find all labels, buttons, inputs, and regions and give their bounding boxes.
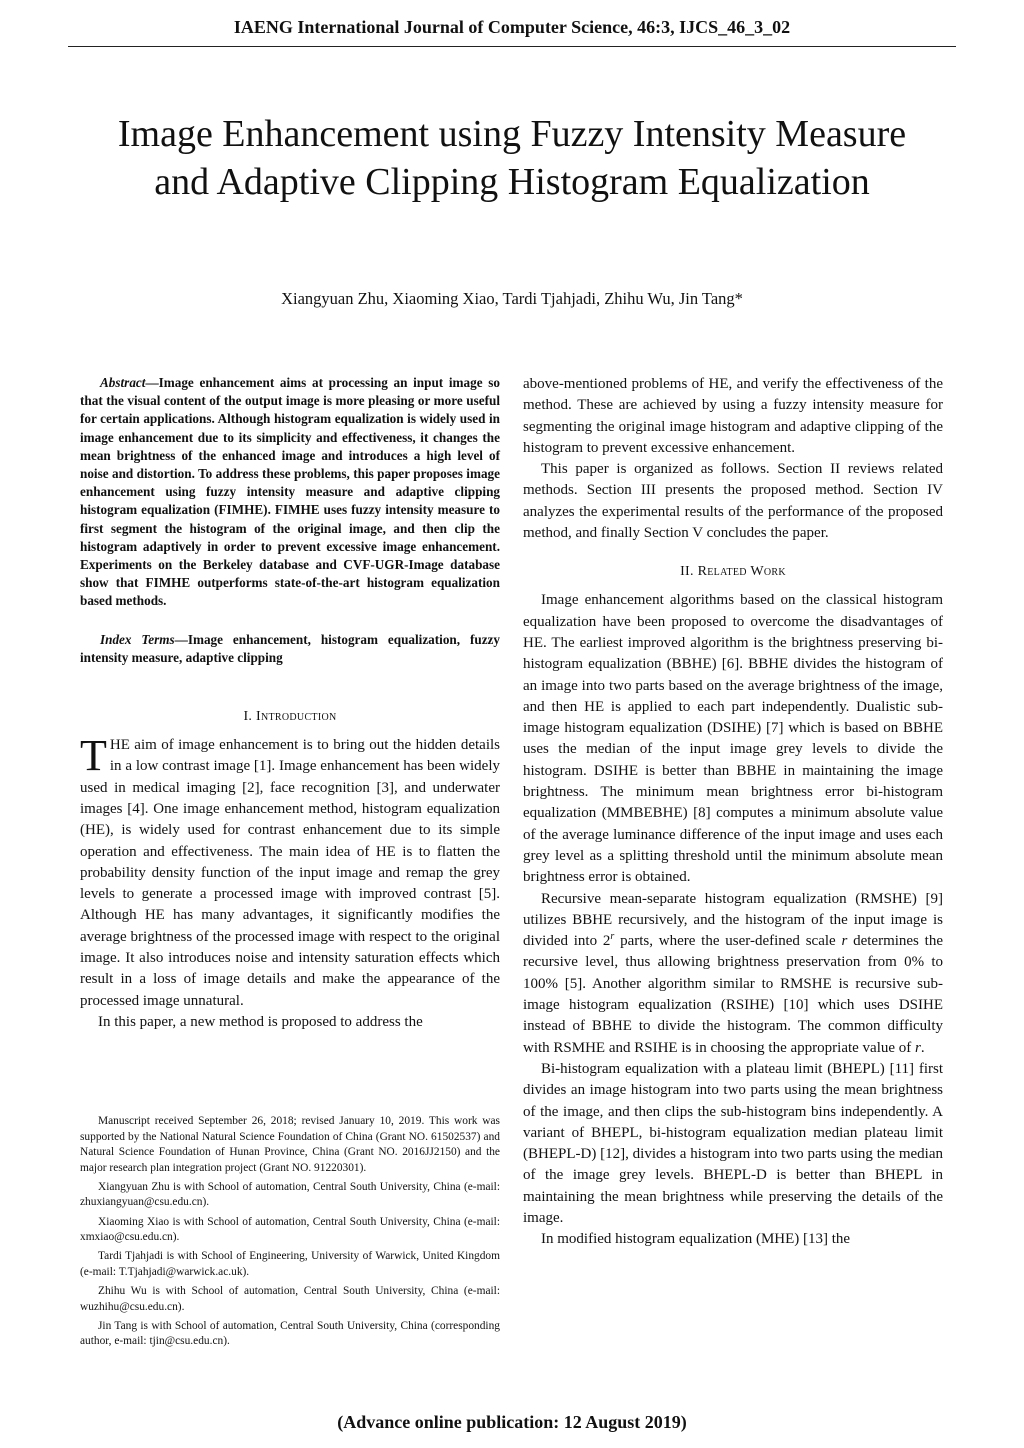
paper-authors: Xiangyuan Zhu, Xiaoming Xiao, Tardi Tjahjadi, Zhihu Wu, Jin Tang* xyxy=(281,289,743,308)
index-terms-text: —Image enhancement, histogram equalization, fuzzy intensity measure, adaptive clipping xyxy=(80,631,500,665)
related-paragraph-2-b: parts, where the user-defined scale xyxy=(614,933,842,950)
related-paragraph-2-d: . xyxy=(920,1039,925,1056)
intro-paragraph-2: In this paper, a new method is proposed to address the xyxy=(98,1013,423,1030)
intro-paragraph-2-continued: above-mentioned problems of HE, and verify the effectiveness of the method. These are achieved by using a fuzzy intensity measure for segmenting the original image histogram and adaptive clipping of the histogram to prevent excessive enhancement. xyxy=(523,376,943,456)
intro-paragraph-1-text: aim of image enhancement is to bring out the hidden details in a low contrast image [1]. Image enhancement has been widely used in medical imaging [2], face recognition [3], and underwater images [4]. One image enhancement method, histogram equalization (HE), is widely used for contrast enhancement due to its simple operation and effectiveness. The main idea of HE is to flatten the probability density function of the input image and remap the grey levels to generate a processed image with improved contrast [5]. Although HE has many advantages, it significantly modifies the average brightness of the processed image with respect to the original image. It also introduces noise and intensity saturation effects which result in a loss of image details and make the appearance of the processed image unnatural. xyxy=(80,737,500,1009)
related-paragraph-2-c: determines the recursive level, thus allowing brightness preservation from 0% to 100% [5]. Another algorithm similar to RMSHE is recursive sub-image histogram equalization (RSIHE) [10] which uses DSIHE instead of BBHE to divide the histogram. The common difficulty with RSMHE and RSIHE is in choosing the appropriate value of xyxy=(523,933,943,1056)
paper-title: Image Enhancement using Fuzzy Intensity Measure and Adaptive Clipping Histogram Equalization xyxy=(117,113,907,203)
math-two: 2 xyxy=(602,933,611,950)
abstract-text: —Image enhancement aims at processing an input image so that the visual content of the output image is more pleasing or more useful for certain applications. Although histogram equalization is widely used in image enhancement due to its simplicity and effectiveness, it changes the mean brightness of the enhanced image and introduces a high level of noise and distortion. To address these problems, this paper proposes image enhancement using fuzzy intensity measure and adaptive clipping histogram equalization (FIMHE). FIMHE uses fuzzy intensity measure to first segment the histogram of the original image, and then clip the histogram adaptively in order to prevent excessive image enhancement. Experiments on the Berkeley database and CVF-UGR-Image database show that FIMHE outperforms state-of-the-art histogram equalization based methods. xyxy=(80,375,500,609)
left-column xyxy=(80,374,500,1033)
footnotes xyxy=(80,1114,500,1353)
math-exponent-r: r xyxy=(610,931,615,943)
footnote-author-5: Jin Tang is with School of automation, Central South University, China (corresponding author, e-mail: tjin@csu.edu.cn). xyxy=(80,1319,500,1348)
footnote-manuscript: Manuscript received September 26, 2018; revised January 10, 2019. This work was supported by the National Natural Science Foundation of China (Grant NO. 61502537) and Natural Science Foundation of Hunan Province, China (Grant NO. 2016JJ2150) and the major research plan integration project (Grant NO. 91220301). xyxy=(80,1115,500,1174)
related-paragraph-2 xyxy=(523,889,943,1059)
section-heading-introduction: I. Introduction xyxy=(243,709,337,725)
index-terms xyxy=(80,631,500,667)
publication-footer: (Advance online publication: 12 August 2019) xyxy=(337,1412,687,1432)
related-paragraph-1: Image enhancement algorithms based on the classical histogram equalization have been proposed to overcome the disadvantages of HE. The earliest improved algorithm is the brightness preserving bi-histogram equalization (BBHE) [6]. BBHE divides the histogram of an image into two parts based on the average brightness of the image, and then HE is applied to each part independently. Dualistic sub-image histogram equalization (DSIHE) [7] which is based on BBHE uses the median of the input image grey levels to divide the histogram. DSIHE is better than BBHE in maintaining the image brightness. The minimum mean brightness error bi-histogram equalization (MMBEBHE) [8] computes a minimum absolute value of the average luminance difference of the input image and uses each grey level as a splitting threshold until the minimum absolute mean brightness error is obtained. xyxy=(523,592,943,886)
footnote-author-2: Xiaoming Xiao is with School of automation, Central South University, China (e-mail: xmxiao@csu.edu.cn). xyxy=(80,1215,500,1244)
footnote-author-4: Zhihu Wu is with School of automation, Central South University, China (e-mail: wuzhihu@csu.edu.cn). xyxy=(80,1284,500,1313)
abstract-label: Abstract xyxy=(100,375,146,390)
intro-paragraph-3: This paper is organized as follows. Section II reviews related methods. Section III presents the proposed method. Section IV analyzes the experimental results of the performance of the proposed method, and finally Section V concludes the paper. xyxy=(523,461,943,542)
right-column xyxy=(523,374,943,1251)
journal-header: IAENG International Journal of Computer Science, 46:3, IJCS_46_3_02 xyxy=(233,17,791,37)
intro-paragraph-1 xyxy=(80,731,500,1012)
abstract xyxy=(80,374,500,611)
footnote-author-3: Tardi Tjahjadi is with School of Engineering, University of Warwick, United Kingdom (e-mail: T.Tjahjadi@warwick.ac.uk). xyxy=(80,1250,500,1278)
math-var-r: r xyxy=(841,933,848,950)
intro-small-caps: HE xyxy=(109,737,130,754)
header-rule xyxy=(68,46,956,47)
related-paragraph-4: In modified histogram equalization (MHE) [13] the xyxy=(541,1231,851,1248)
index-terms-label: Index Terms xyxy=(100,631,175,647)
dropcap: T xyxy=(80,731,107,781)
related-paragraph-3: Bi-histogram equalization with a plateau limit (BHEPL) [11] first divides an image histogram into two parts using the mean brightness of the image, and then clips the sub-histogram bins independently. A variant of BHEPL, bi-histogram equalization median plateau limit (BHEPL-D) [12], divides a histogram into two parts using the median of the image grey levels. BHEPL-D is better than BHEPL in maintaining the mean brightness while preserving the details of the image. xyxy=(523,1060,943,1226)
section-heading-related-work: II. Related Work xyxy=(680,564,786,580)
related-paragraph-2-a: Recursive mean-separate histogram equalization (RMSHE) [9] utilizes BBHE recursively, and the histogram of the input image is divided into xyxy=(523,890,943,950)
footnote-author-1: Xiangyuan Zhu is with School of automation, Central South University, China (e-mail: zhuxiangyuan@csu.edu.cn). xyxy=(80,1180,500,1209)
math-var-r-2: r xyxy=(915,1039,921,1056)
